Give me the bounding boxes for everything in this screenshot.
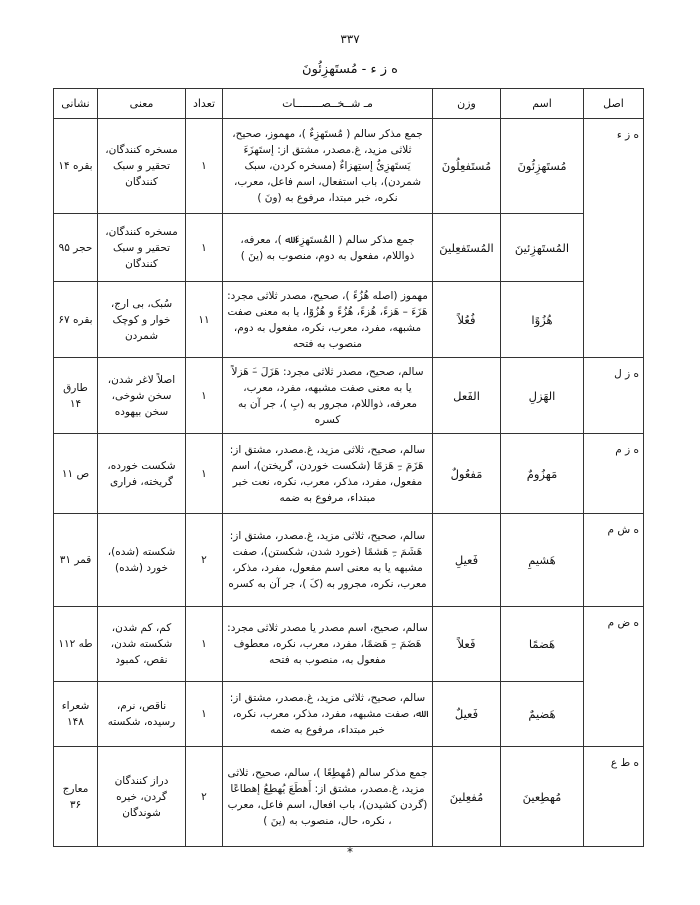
count-cell: ۱ [186,214,223,282]
root-cell: ه ض م [584,607,644,747]
word-cell: هَضمًا [501,607,584,682]
table-row [54,434,644,514]
pattern-cell: المُستَفعِلینَ [433,214,501,282]
pattern-cell: مُستَفعِلُونَ [433,119,501,214]
count-cell: ۱ [186,682,223,747]
count-cell: ۱ [186,358,223,434]
header-details: مـ شــخــصــــــــات [223,89,433,119]
reference-cell: شعراء ۱۴۸ [54,682,98,747]
meaning-cell: دراز کنندگان گردن، خیره شوندگان [98,747,186,847]
footer-mark: * [347,845,353,859]
pattern-cell: الفَعل [433,358,501,434]
meaning-cell: مسخره کنندگان، تحقیر و سبک کنندگان [98,214,186,282]
word-cell: هُزُوًا [501,282,584,358]
details-cell: سالم، صحیح، ثلاثی مزید، غ.مصدر، مشتق از: ﷲ، صفت مشبهه، مفرد، مذکر، معرب، نکره، خبر مبتداء، مرفوع به ضمه [223,682,433,747]
pattern-cell: مَفعُولٌ [433,434,501,514]
page-title: ه ز ء - مُستَهزِئُونَ [302,62,398,77]
count-cell: ۱۱ [186,282,223,358]
pattern-cell: مُفعِلینَ [433,747,501,847]
header-ref: نشانی [54,89,98,119]
details-cell: سالم، صحیح، اسم مصدر یا مصدر ثلاثی مجرد: هَضَمَ –ِ هَضمًا، مفرد، معرب، نکره، معطوف مفعول به، منصوب به فتحه [223,607,433,682]
header-meaning: معنی [98,89,186,119]
meaning-cell: شکست خورده، گریخته، فراری [98,434,186,514]
reference-cell: بقره ۶۷ [54,282,98,358]
meaning-cell: مسخره کنندگان، تحقیر و سبک کنندگان [98,119,186,214]
reference-cell: قمر ۳۱ [54,514,98,607]
pattern-cell: فَعلاً [433,607,501,682]
word-cell: المُستَهزِئینَ [501,214,584,282]
word-cell: هَضیمٌ [501,682,584,747]
reference-cell: بقره ۱۴ [54,119,98,214]
header-ism: اسم [501,89,584,119]
root-cell: ه ط ع [584,747,644,847]
reference-cell: طه ۱۱۲ [54,607,98,682]
word-cell: مُستَهزِئُونَ [501,119,584,214]
word-analysis-table [53,88,644,847]
count-cell: ۱ [186,434,223,514]
table-row [54,747,644,847]
reference-cell: ص ۱۱ [54,434,98,514]
details-cell: جمع مذکر سالم ( مُستَهزِءٌ )، مهموز، صحیح، ثلاثی مزید، غ.مصدر، مشتق از: إستَهزَءَ یَستَهزِئُ إستِهزاءٌ (مسخره کردن، سبک شمردن)، باب استفعال، اسم فاعل، معرب، نکره، خبر مبتدا، مرفوع به (ونَ ) [223,119,433,214]
table-row [54,514,644,607]
table-row [54,607,644,682]
details-cell: سالم، صحیح، ثلاثی مزید، غ.مصدر، مشتق از: هَشَمَ –ِ هَشمًا (خورد شدن، شکستن)، صفت مشبهه یا به معنی اسم مفعول، مفرد، مذکر، معرب، نکره، مجرور به (کَ )، جر آن به کسره [223,514,433,607]
root-cell: ه ش م [584,514,644,607]
pattern-cell: فَعیلِ [433,514,501,607]
meaning-cell: اصلاً لاغر شدن، سخن شوخی، سخن بیهوده [98,358,186,434]
root-cell: ه ز ل [584,358,644,434]
reference-cell: معارج ۳۶ [54,747,98,847]
table-row [54,358,644,434]
details-cell: مهموز (اصله هُزُءً )، صحیح، مصدر ثلاثی مجرد: هَزَءَ – هَزءً، هُزءً، هُزُءً و هُزُوًا، یا به معنی صفت مشبهه، مفرد، معرب، نکره، مفعول به دوم، منصوب به فتحه [223,282,433,358]
word-cell: هَشیمِ [501,514,584,607]
header-asl: اصل [584,89,644,119]
table-row [54,214,644,282]
page-number: ۳۳۷ [340,32,360,46]
reference-cell: طارق ۱۴ [54,358,98,434]
meaning-cell: شکسته (شده)، خورد (شده) [98,514,186,607]
table-row [54,282,644,358]
pattern-cell: فَعیلٌ [433,682,501,747]
count-cell: ۱ [186,607,223,682]
meaning-cell: کم، کم شدن، شکسته شدن، نقص، کمبود [98,607,186,682]
header-count: تعداد [186,89,223,119]
details-cell: سالم، صحیح، مصدر ثلاثی مجرد: هَزَلَ –َ هَزلاً یا به معنی صفت مشبهه، مفرد، معرب، معرفه، ذواللام، مجرور به (بِ )، جر آن به کسره [223,358,433,434]
word-cell: مَهزُومٌ [501,434,584,514]
count-cell: ۱ [186,119,223,214]
pattern-cell: فُعُلاً [433,282,501,358]
root-cell: ه ز م [584,434,644,514]
count-cell: ۲ [186,747,223,847]
count-cell: ۲ [186,514,223,607]
reference-cell: حجر ۹۵ [54,214,98,282]
meaning-cell: سُبک، بی ارج، خوار و کوچک شمردن [98,282,186,358]
details-cell: سالم، صحیح، ثلاثی مزید، غ.مصدر، مشتق از: هَزَمَ –ِ هَزمًا (شکست خوردن، گریختن)، اسم مفعول، مفرد، مذکر، معرب، نکره، نعت خبر مبتداء، مرفوع به ضمه [223,434,433,514]
word-cell: الهَزلِ [501,358,584,434]
word-cell: مُهطِعینَ [501,747,584,847]
table-row [54,682,644,747]
root-cell: ه ز ء [584,119,644,358]
table-header-row [54,89,644,119]
details-cell: جمع مذکر سالم ( المُستَهزِءَ ﷲ )، معرفه، ذواللام، مفعول به دوم، منصوب به (ینَ ) [223,214,433,282]
details-cell: جمع مذکر سالم (مُهطِعًا )، سالم، صحیح، ثلاثی مزید، غ.مصدر، مشتق از: أَهطَعَ یُهطِعُ إهطاعًا (گردن کشیدن)، باب افعال، اسم فاعل، معرب ، نکره، حال، منصوب به (ینَ ) [223,747,433,847]
header-wazn: وزن [433,89,501,119]
meaning-cell: ناقص، نرم، رسیده، شکسته [98,682,186,747]
table-row [54,119,644,214]
